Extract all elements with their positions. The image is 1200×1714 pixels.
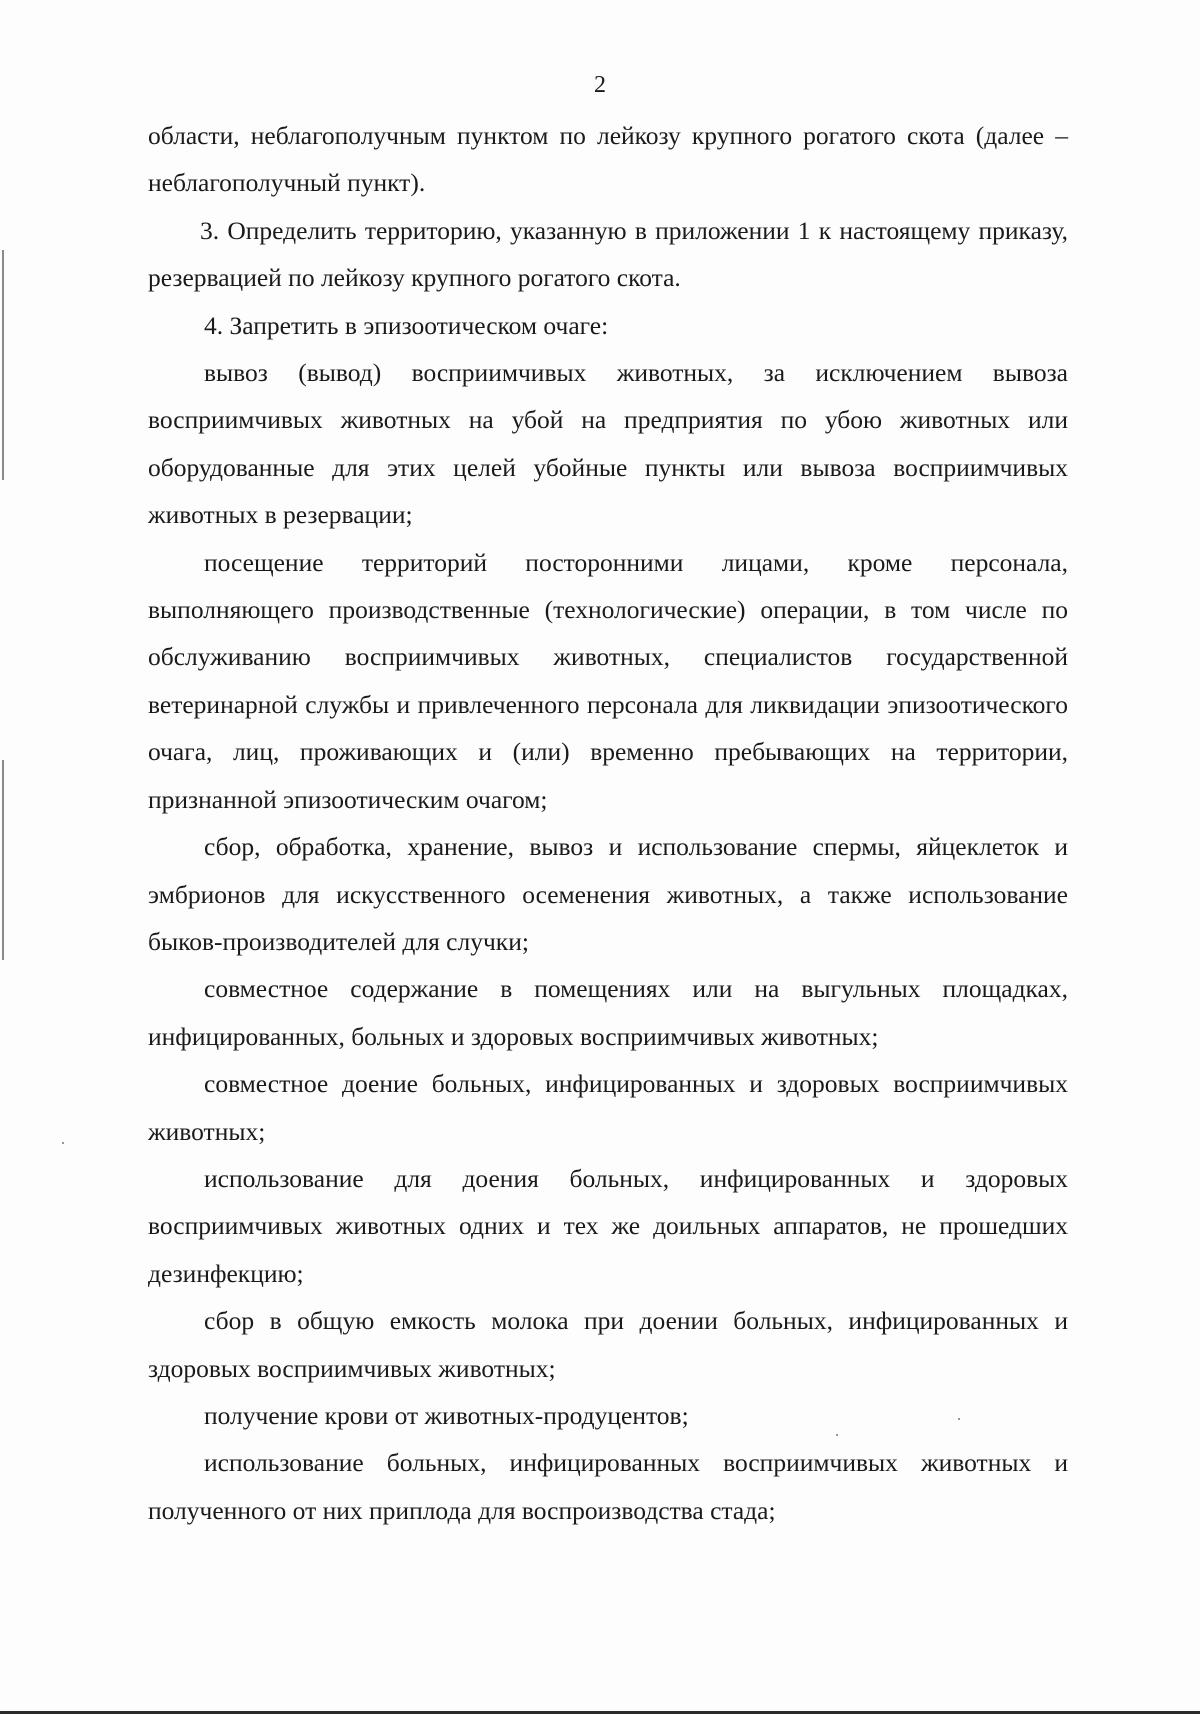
page-number: 2 bbox=[594, 72, 606, 98]
paragraph-prohibition-visits: посещение территорий посторонними лицами, кроме персонала, выполняющего производственные (технологические) операции, в том числе по обслуживанию восприимчивых животных, специалистов государственной ветеринарной службы и привлеченного персонала для ликвидации эпизоотического очага, лиц, проживающих и (или) временно пребывающих на территории, признанной эпизоотическим очагом; bbox=[148, 547, 1068, 814]
paragraph-prohibition-milk-collection: сбор в общую емкость молока при доении больных, инфицированных и здоровых восприимчивых животных; bbox=[148, 1306, 1068, 1383]
paragraph-prohibition-reproduction: использование больных, инфицированных восприимчивых животных и полученного от них приплода для воспроизводства стада; bbox=[148, 1448, 1068, 1525]
paragraph-prohibition-joint-milking: совместное доение больных, инфицированных и здоровых восприимчивых животных; bbox=[148, 1069, 1068, 1146]
paragraph-prohibition-removal: вывоз (вывод) восприимчивых животных, за исключением вывоза восприимчивых животных на убой на предприятия по убою животных или оборудованные для этих целей убойные пункты или вывоза восприимчивых животных в резервации; bbox=[148, 358, 1068, 530]
scan-speck bbox=[958, 1418, 960, 1420]
scan-speck bbox=[62, 1142, 64, 1144]
paragraph-item-4: 4. Запретить в эпизоотическом очаге: bbox=[204, 310, 609, 340]
paragraph-prohibition-milking-devices: использование для доения больных, инфицированных и здоровых восприимчивых животных одних и тех же доильных аппаратов, не прошедших дезинфекцию; bbox=[148, 1163, 1068, 1288]
scan-edge-line bbox=[2, 250, 4, 480]
paragraph-item-3: 3. Определить территорию, указанную в приложении 1 к настоящему приказу, резервацией по лейкозу крупного рогатого скота. bbox=[148, 215, 1068, 293]
paragraph-continuation: области, неблагополучным пунктом по лейкозу крупного рогатого скота (далее – неблагополучный пункт). bbox=[148, 121, 1068, 198]
paragraph-prohibition-joint-keeping: совместное содержание в помещениях или на выгульных площадках, инфицированных, больных и здоровых восприимчивых животных; bbox=[148, 974, 1068, 1051]
scan-edge-line bbox=[2, 760, 4, 960]
paragraph-prohibition-blood: получение крови от животных-продуцентов; bbox=[204, 1400, 689, 1430]
document-body bbox=[148, 112, 1068, 1534]
scan-speck bbox=[836, 1434, 838, 1436]
paragraph-prohibition-semen: сбор, обработка, хранение, вывоз и использование спермы, яйцеклеток и эмбрионов для искусственного осеменения животных, а также использование быков-производителей для случки; bbox=[148, 832, 1068, 956]
